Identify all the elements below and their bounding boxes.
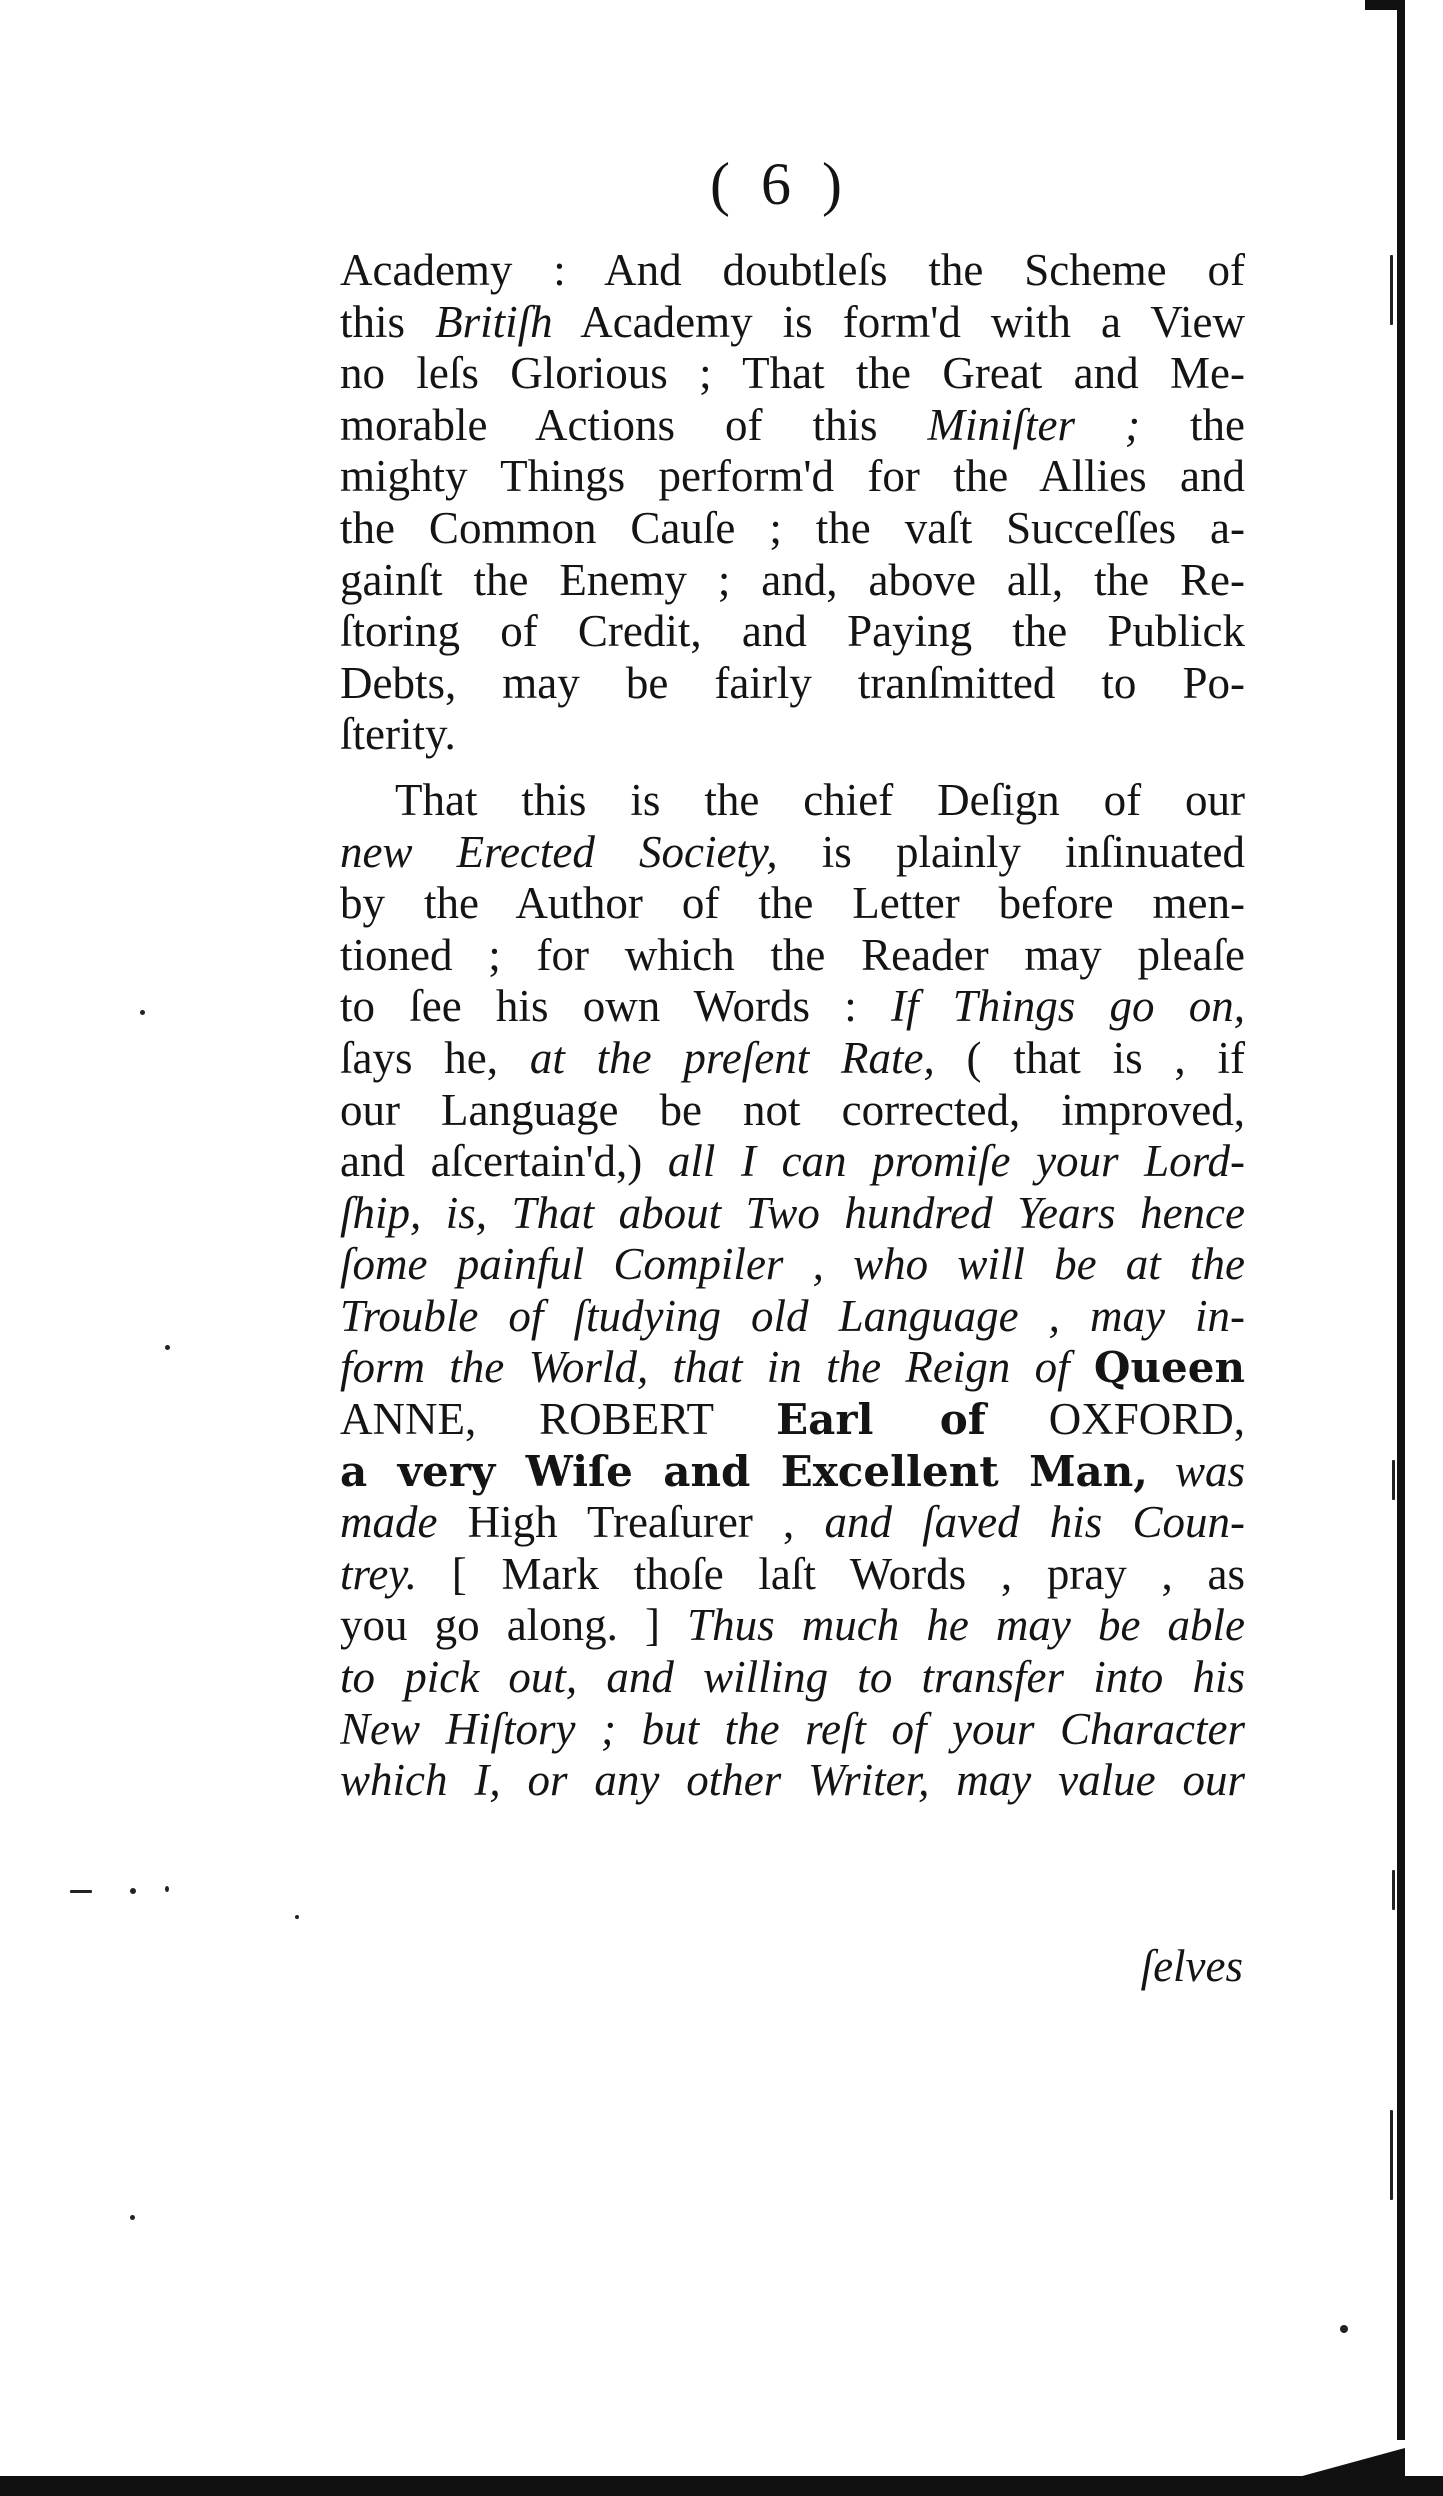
ink-speck bbox=[130, 2215, 135, 2220]
text-line bbox=[340, 1600, 1245, 1652]
italic-text: Miniſter ; bbox=[927, 399, 1140, 450]
blackletter-text: Queen bbox=[1093, 1343, 1245, 1393]
roman-text: High Treaſurer , bbox=[437, 1497, 825, 1548]
roman-text: That this is the chief Deſign of our bbox=[395, 774, 1245, 825]
italic-text: New Hiſtory ; but the reſt of your Character bbox=[340, 1703, 1245, 1754]
roman-text: is plainly inſinuated bbox=[777, 826, 1245, 877]
italic-text: form the World, that in the Reign of bbox=[340, 1342, 1094, 1393]
text-line bbox=[340, 709, 1245, 761]
italic-text: and ſaved his Coun- bbox=[824, 1497, 1245, 1548]
roman-text: OXFORD, bbox=[985, 1394, 1245, 1445]
italic-text: ſome painful Compiler , who will be at the bbox=[340, 1239, 1245, 1290]
italic-text: trey. bbox=[340, 1548, 418, 1599]
roman-text: to ſee his own Words : bbox=[340, 981, 891, 1032]
roman-text: Academy : And doubtleſs the Scheme of bbox=[340, 245, 1245, 295]
ink-speck bbox=[70, 1890, 92, 1893]
italic-text: Britiſh bbox=[435, 296, 553, 347]
text-line bbox=[340, 1239, 1245, 1291]
roman-text: the Common Cauſe ; the vaſt Succeſſes a- bbox=[340, 502, 1245, 553]
ink-speck bbox=[165, 1886, 169, 1892]
text-line bbox=[340, 775, 1245, 827]
italic-text: was bbox=[1147, 1445, 1245, 1496]
ink-speck bbox=[1390, 2110, 1393, 2200]
ink-speck bbox=[130, 1888, 136, 1894]
text-line bbox=[340, 1549, 1245, 1601]
roman-text: Academy is form'd with a View bbox=[552, 296, 1245, 347]
italic-text: all I can promiſe your Lord- bbox=[667, 1136, 1245, 1187]
body-text bbox=[340, 245, 1245, 1807]
roman-text: and aſcertain'd,) bbox=[340, 1136, 668, 1187]
roman-text: no leſs Glorious ; That the Great and Me- bbox=[340, 348, 1245, 399]
text-line bbox=[340, 1342, 1245, 1394]
roman-text: [ Mark thoſe laſt Words , pray , as bbox=[417, 1548, 1245, 1599]
italic-text: which I, or any other Writer, may value our bbox=[340, 1755, 1245, 1806]
roman-text: ANNE, ROBERT bbox=[340, 1394, 777, 1445]
roman-text: mighty Things perform'd for the Allies and bbox=[340, 451, 1245, 502]
roman-text: ſtoring of Credit, and Paying the Publick bbox=[340, 606, 1245, 657]
text-line bbox=[340, 1704, 1245, 1756]
page-edge-top bbox=[1365, 0, 1405, 10]
text-line bbox=[340, 555, 1245, 607]
text-line bbox=[340, 503, 1245, 555]
text-line bbox=[340, 1394, 1245, 1446]
italic-text: Trouble of ſtudying old Language , may in- bbox=[340, 1290, 1245, 1341]
text-line bbox=[340, 400, 1245, 452]
roman-text: our Language be not corrected, improved, bbox=[340, 1084, 1245, 1135]
blackletter-text: Earl of bbox=[776, 1395, 986, 1445]
italic-text: to pick out, and willing to transfer into his bbox=[340, 1652, 1245, 1703]
roman-text: morable Actions of this bbox=[340, 399, 928, 450]
roman-text: ſterity. bbox=[340, 709, 456, 760]
text-line bbox=[340, 1291, 1245, 1343]
roman-text: you go along. ] bbox=[340, 1600, 688, 1651]
text-line bbox=[340, 930, 1245, 982]
text-line bbox=[340, 1497, 1245, 1549]
roman-text: ( that is , if bbox=[934, 1032, 1245, 1083]
roman-text: the bbox=[1140, 399, 1245, 450]
italic-text: ſhip, is, That about Two hundred Years hence bbox=[340, 1187, 1245, 1238]
roman-text: by the Author of the Letter before men- bbox=[340, 878, 1245, 929]
text-line bbox=[340, 1033, 1245, 1085]
text-line bbox=[340, 1188, 1245, 1240]
ink-speck bbox=[1392, 1460, 1395, 1500]
text-line bbox=[340, 1136, 1245, 1188]
text-line bbox=[340, 1085, 1245, 1137]
italic-text: new Erected Society, bbox=[340, 826, 778, 877]
text-line bbox=[340, 878, 1245, 930]
italic-text: If Things go on, bbox=[890, 981, 1245, 1032]
text-line bbox=[340, 245, 1245, 297]
ink-speck bbox=[1390, 255, 1393, 325]
roman-text: Debts, may be fairly tranſmitted to Po- bbox=[340, 657, 1245, 708]
page-edge-corner bbox=[1295, 2448, 1405, 2478]
roman-text: this bbox=[340, 296, 436, 347]
page-edge-right bbox=[1397, 0, 1405, 2440]
catchword: ſelves bbox=[1140, 1941, 1243, 1991]
roman-text: tioned ; for which the Reader may pleaſe bbox=[340, 929, 1245, 980]
page-number: ( 6 ) bbox=[710, 151, 850, 217]
italic-text: at the preſent Rate, bbox=[529, 1032, 935, 1083]
roman-text: ſays he, bbox=[340, 1032, 530, 1083]
italic-text: Thus much he may be able bbox=[687, 1600, 1245, 1651]
roman-text: gainſt the Enemy ; and, above all, the Re- bbox=[340, 554, 1245, 605]
page-edge-bottom bbox=[0, 2476, 1443, 2496]
ink-speck bbox=[140, 1010, 145, 1015]
blackletter-text: a very Wiſe and Excellent Man, bbox=[340, 1446, 1148, 1496]
text-line bbox=[340, 451, 1245, 503]
ink-speck bbox=[1392, 1870, 1395, 1910]
text-line bbox=[340, 1652, 1245, 1704]
text-line bbox=[340, 1446, 1245, 1498]
text-line bbox=[340, 1755, 1245, 1807]
ink-speck bbox=[295, 1915, 299, 1919]
ink-speck bbox=[165, 1345, 170, 1350]
text-line bbox=[340, 981, 1245, 1033]
ink-speck bbox=[1340, 2325, 1348, 2333]
italic-text: made bbox=[340, 1497, 438, 1548]
text-line bbox=[340, 297, 1245, 349]
text-line bbox=[340, 658, 1245, 710]
text-line bbox=[340, 606, 1245, 658]
text-line bbox=[340, 348, 1245, 400]
text-line bbox=[340, 827, 1245, 879]
